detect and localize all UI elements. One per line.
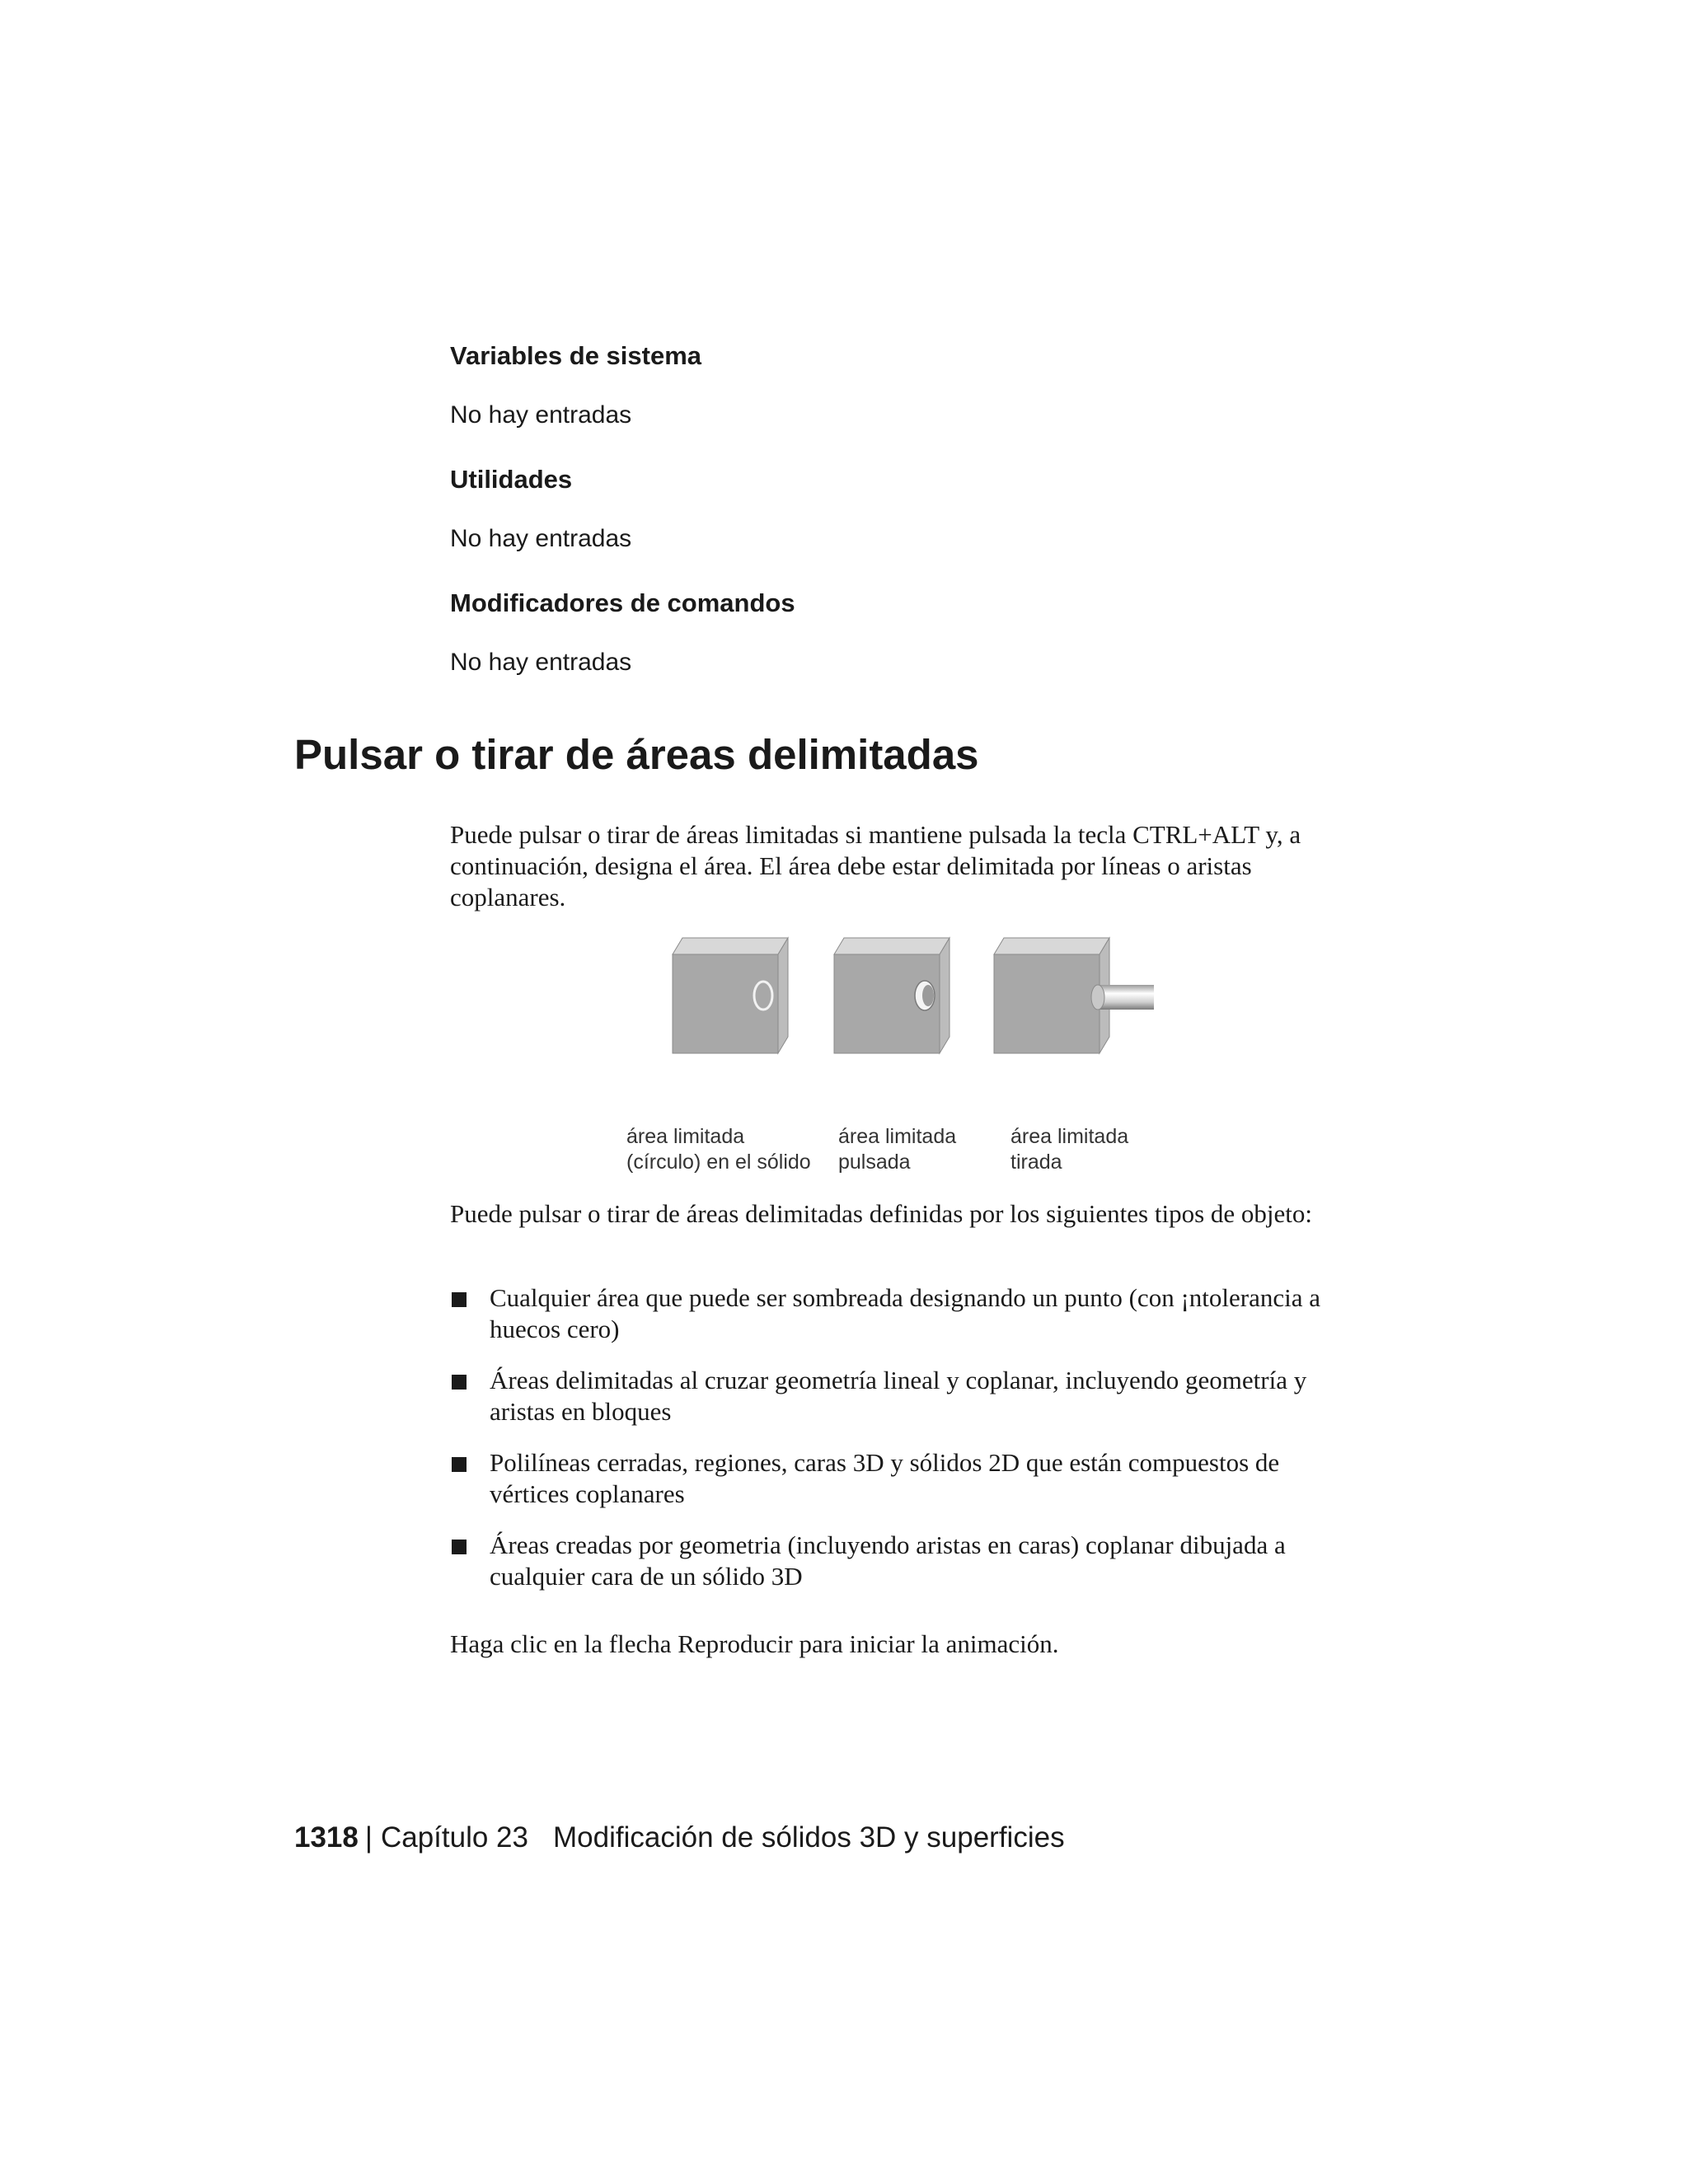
object-types-list xyxy=(450,1282,1324,1612)
press-pull-figure xyxy=(626,930,1154,1074)
cube-with-cylinder xyxy=(994,938,1154,1053)
bullet-square-icon xyxy=(452,1540,467,1554)
cube-with-circle xyxy=(673,938,788,1053)
bullet-square-icon xyxy=(452,1457,467,1472)
section-text-system-variables: No hay entradas xyxy=(450,401,632,429)
list-item: Polilíneas cerradas, regiones, caras 3D y sólidos 2D que están compuestos de vértices coplanares xyxy=(450,1447,1324,1510)
pulled-cylinder xyxy=(1098,985,1154,1010)
section-text-command-modifiers: No hay entradas xyxy=(450,649,632,676)
list-item: Áreas delimitadas al cruzar geometría lineal y coplanar, incluyendo geometría y aristas en bloques xyxy=(450,1365,1324,1427)
section-heading-system-variables: Variables de sistema xyxy=(450,341,702,370)
section-heading-command-modifiers: Modificadores de comandos xyxy=(450,588,795,617)
page-footer xyxy=(294,1820,1065,1856)
cube-with-hole xyxy=(834,938,950,1053)
closing-paragraph: Haga clic en la flecha Reproducir para iniciar la animación. xyxy=(450,1629,1059,1658)
page-number: 1318 xyxy=(294,1821,359,1854)
bullet-square-icon xyxy=(452,1292,467,1307)
list-item: Cualquier área que puede ser sombreada designando un punto (con ¡ntolerancia a huecos cero) xyxy=(450,1282,1324,1345)
caption-bounded-area: área limitada (círculo) en el sólido xyxy=(626,1125,811,1174)
footer-separator: | xyxy=(364,1821,373,1854)
list-item: Áreas creadas por geometria (incluyendo aristas en caras) coplanar dibujada a cualquier cara de un sólido 3D xyxy=(450,1530,1324,1592)
bullet-square-icon xyxy=(452,1375,467,1390)
caption-pulled-area: área limitada tirada xyxy=(1010,1125,1129,1174)
section-text-utilities: No hay entradas xyxy=(450,525,632,552)
footer-chapter-title: Modificación de sólidos 3D y superficies xyxy=(553,1821,1065,1854)
caption-pushed-area: área limitada pulsada xyxy=(838,1125,957,1174)
page-title: Pulsar o tirar de áreas delimitadas xyxy=(294,731,979,778)
list-intro-paragraph: Puede pulsar o tirar de áreas delimitadas definidas por los siguientes tipos de objeto: xyxy=(450,1199,1312,1228)
section-heading-utilities: Utilidades xyxy=(450,465,573,494)
intro-paragraph: Puede pulsar o tirar de áreas limitadas si mantiene pulsada la tecla CTRL+ALT y, a continuación, designa el área. El área debe estar delimitada por líneas o aristas coplanares. xyxy=(450,820,1301,912)
footer-chapter: Capítulo 23 xyxy=(380,1821,528,1854)
